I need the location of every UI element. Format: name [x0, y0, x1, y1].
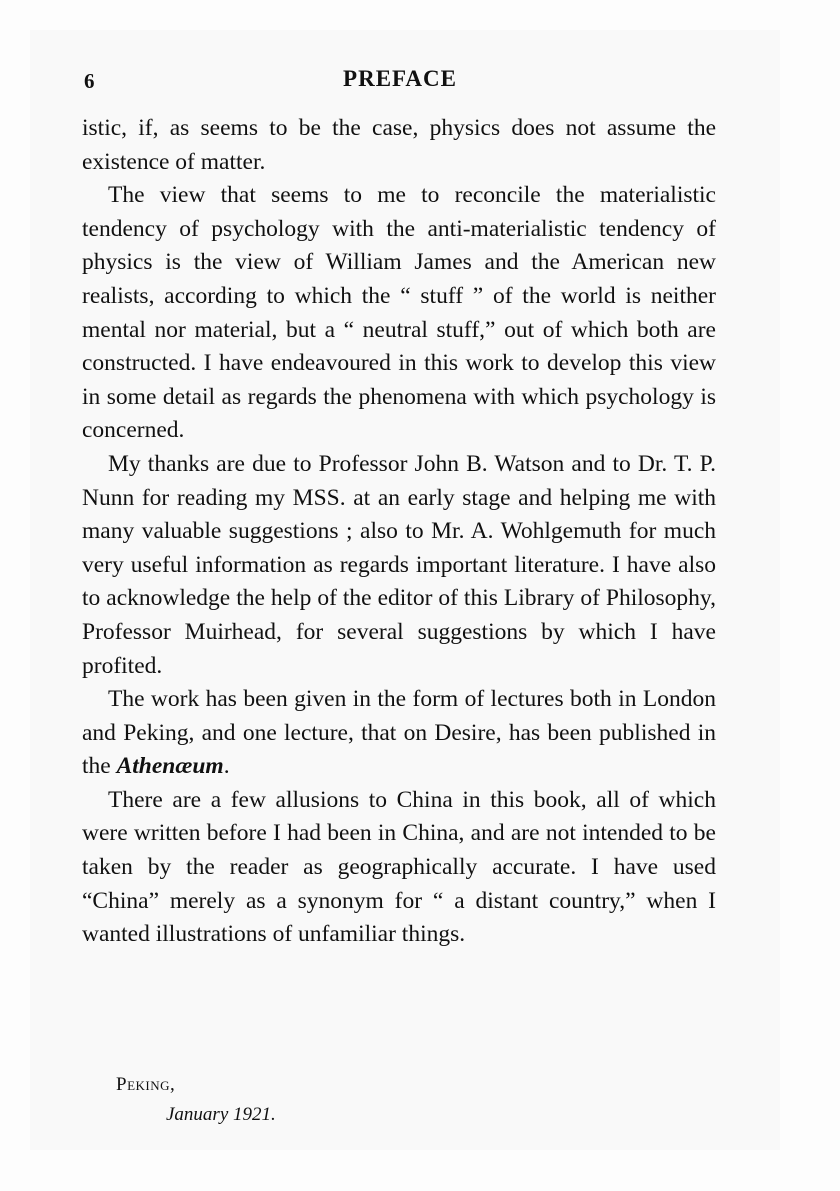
running-head: PREFACE [343, 66, 457, 91]
signoff-place: Peking, [116, 1074, 176, 1095]
paragraph-5: There are a few allusions to China in this book, all of which were written before I had been in China, and are not intended to be taken by the reader as geographically accurate. I have used “China” merely as a synonym for “ a distant country,” when I wanted illustrations of unfamiliar things. [82, 786, 716, 948]
paragraph-1: istic, if, as seems to be the case, physics does not assume the existence of matter. [82, 115, 716, 175]
paragraph-4-end: . [223, 753, 230, 780]
signoff [116, 1070, 276, 1130]
body-text [82, 112, 716, 952]
page-number: 6 [84, 69, 95, 93]
journal-title: Athenæum [116, 753, 224, 780]
signoff-date: January 1921. [166, 1104, 276, 1125]
paragraph-4 [82, 683, 716, 784]
paragraph-4-text: The work has been given in the form of lectures both in London and Peking, and one lecture, that on Desire, has been published in the [82, 686, 716, 780]
page-header [84, 66, 716, 100]
paragraph-3: My thanks are due to Professor John B. Watson and to Dr. T. P. Nunn for reading my MSS. at an early stage and helping me with many valuable suggestions ; also to Mr. A. Wohlgemuth for much very useful information as regards important literature. I have also to acknowledge the help of the editor of this Library of Philosophy, Professor Muirhead, for several suggestions by which I have profited. [82, 450, 716, 679]
paragraph-2: The view that seems to me to reconcile the materialistic tendency of psychology with the anti-materialistic tendency of physics is the view of William James and the American new realists, according to which the “ stuff ” of the world is neither mental nor material, but a “ neutral stuff,” out of which both are constructed. I have endeavoured in this work to develop this view in some detail as regards the phenomena with which psychology is concerned. [82, 182, 716, 444]
